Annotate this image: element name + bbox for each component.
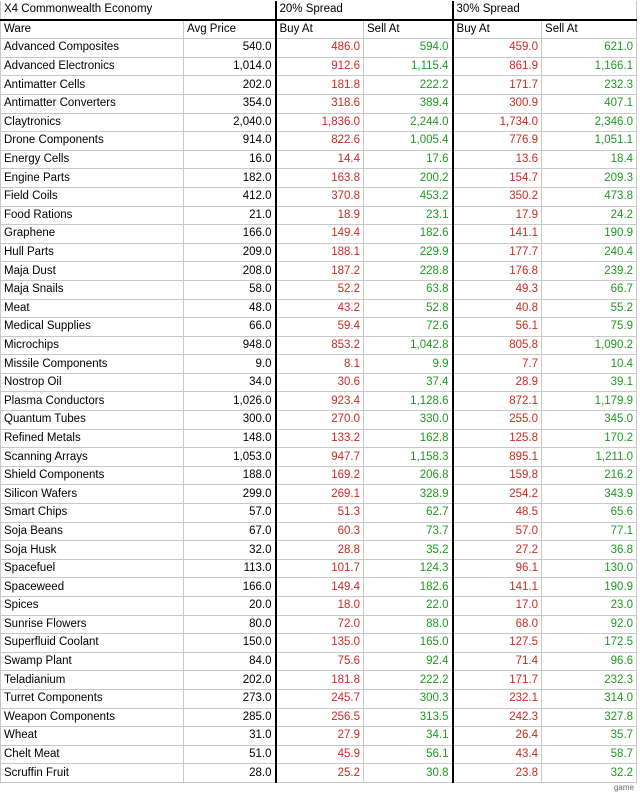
cell-sell-at-30: 75.9	[542, 318, 637, 337]
cell-sell-at-30: 1,179.9	[542, 392, 637, 411]
group-header-20-spread: 20% Spread	[276, 1, 453, 20]
cell-sell-at-30: 232.3	[542, 76, 637, 95]
cell-sell-at-20: 56.1	[364, 745, 453, 764]
cell-avg-price: 202.0	[184, 76, 276, 95]
cell-ware: Antimatter Cells	[1, 76, 184, 95]
table-row	[1, 39, 637, 58]
col-header-ware: Ware	[1, 20, 184, 39]
cell-sell-at-30: 1,090.2	[542, 336, 637, 355]
cell-sell-at-20: 1,158.3	[364, 448, 453, 467]
cell-avg-price: 21.0	[184, 206, 276, 225]
table-row	[1, 318, 637, 337]
cell-avg-price: 9.0	[184, 355, 276, 374]
cell-buy-at-20: 60.3	[276, 522, 364, 541]
cell-sell-at-30: 240.4	[542, 243, 637, 262]
cell-buy-at-20: 18.9	[276, 206, 364, 225]
cell-buy-at-30: 26.4	[453, 727, 542, 746]
cell-avg-price: 1,053.0	[184, 448, 276, 467]
cell-ware: Wheat	[1, 727, 184, 746]
cell-buy-at-20: 75.6	[276, 652, 364, 671]
cell-sell-at-20: 34.1	[364, 727, 453, 746]
cell-buy-at-30: 232.1	[453, 689, 542, 708]
table-row	[1, 280, 637, 299]
table-row	[1, 504, 637, 523]
cell-buy-at-20: 256.5	[276, 708, 364, 727]
table-row	[1, 113, 637, 132]
cell-buy-at-20: 28.8	[276, 541, 364, 560]
cell-sell-at-30: 1,051.1	[542, 132, 637, 151]
cell-ware: Weapon Components	[1, 708, 184, 727]
cell-avg-price: 208.0	[184, 262, 276, 281]
cell-buy-at-30: 159.8	[453, 466, 542, 485]
table-row	[1, 206, 637, 225]
cell-ware: Claytronics	[1, 113, 184, 132]
cell-sell-at-20: 30.8	[364, 764, 453, 783]
cell-buy-at-30: 48.5	[453, 504, 542, 523]
cell-buy-at-30: 177.7	[453, 243, 542, 262]
cell-buy-at-30: 127.5	[453, 634, 542, 653]
cell-ware: Quantum Tubes	[1, 411, 184, 430]
cell-buy-at-30: 17.9	[453, 206, 542, 225]
cell-buy-at-20: 149.4	[276, 225, 364, 244]
cell-ware: Spacefuel	[1, 559, 184, 578]
cell-ware: Medical Supplies	[1, 318, 184, 337]
cell-buy-at-20: 822.6	[276, 132, 364, 151]
cell-sell-at-20: 162.8	[364, 429, 453, 448]
table-row	[1, 299, 637, 318]
cell-avg-price: 209.0	[184, 243, 276, 262]
cell-avg-price: 34.0	[184, 373, 276, 392]
cell-ware: Scruffin Fruit	[1, 764, 184, 783]
cell-avg-price: 1,014.0	[184, 57, 276, 76]
table-row	[1, 392, 637, 411]
cell-sell-at-30: 10.4	[542, 355, 637, 374]
cell-ware: Graphene	[1, 225, 184, 244]
table-row	[1, 448, 637, 467]
cell-avg-price: 32.0	[184, 541, 276, 560]
cell-ware: Swamp Plant	[1, 652, 184, 671]
cell-ware: Silicon Wafers	[1, 485, 184, 504]
cell-avg-price: 80.0	[184, 615, 276, 634]
cell-buy-at-20: 25.2	[276, 764, 364, 783]
cell-ware: Meat	[1, 299, 184, 318]
cell-sell-at-20: 200.2	[364, 169, 453, 188]
cell-avg-price: 148.0	[184, 429, 276, 448]
cell-sell-at-30: 473.8	[542, 187, 637, 206]
cell-sell-at-20: 1,042.8	[364, 336, 453, 355]
cell-buy-at-30: 7.7	[453, 355, 542, 374]
cell-buy-at-30: 176.8	[453, 262, 542, 281]
table-row	[1, 522, 637, 541]
cell-buy-at-30: 28.9	[453, 373, 542, 392]
cell-avg-price: 48.0	[184, 299, 276, 318]
cell-sell-at-30: 1,211.0	[542, 448, 637, 467]
cell-sell-at-20: 182.6	[364, 578, 453, 597]
table-row	[1, 76, 637, 95]
cell-sell-at-30: 343.9	[542, 485, 637, 504]
cell-ware: Refined Metals	[1, 429, 184, 448]
cell-buy-at-20: 947.7	[276, 448, 364, 467]
cell-buy-at-20: 101.7	[276, 559, 364, 578]
cell-buy-at-30: 255.0	[453, 411, 542, 430]
cell-avg-price: 66.0	[184, 318, 276, 337]
table-row	[1, 411, 637, 430]
cell-buy-at-20: 51.3	[276, 504, 364, 523]
cell-ware: Advanced Composites	[1, 39, 184, 58]
cell-buy-at-30: 96.1	[453, 559, 542, 578]
table-row	[1, 150, 637, 169]
watermark: game	[613, 783, 634, 792]
table-row	[1, 57, 637, 76]
table-row	[1, 708, 637, 727]
cell-buy-at-30: 242.3	[453, 708, 542, 727]
cell-avg-price: 166.0	[184, 225, 276, 244]
table-row	[1, 485, 637, 504]
cell-buy-at-20: 912.6	[276, 57, 364, 76]
cell-buy-at-30: 40.8	[453, 299, 542, 318]
cell-ware: Maja Dust	[1, 262, 184, 281]
cell-buy-at-30: 17.0	[453, 597, 542, 616]
cell-sell-at-20: 228.8	[364, 262, 453, 281]
cell-sell-at-30: 66.7	[542, 280, 637, 299]
cell-buy-at-30: 68.0	[453, 615, 542, 634]
cell-sell-at-20: 92.4	[364, 652, 453, 671]
cell-ware: Superfluid Coolant	[1, 634, 184, 653]
title-row	[1, 1, 637, 20]
cell-avg-price: 412.0	[184, 187, 276, 206]
cell-sell-at-20: 165.0	[364, 634, 453, 653]
cell-buy-at-30: 171.7	[453, 76, 542, 95]
cell-sell-at-30: 170.2	[542, 429, 637, 448]
cell-sell-at-30: 96.6	[542, 652, 637, 671]
cell-sell-at-20: 328.9	[364, 485, 453, 504]
cell-sell-at-20: 1,115.4	[364, 57, 453, 76]
table-row	[1, 355, 637, 374]
table-row	[1, 187, 637, 206]
col-header-buy-at-20: Buy At	[276, 20, 364, 39]
table-row	[1, 373, 637, 392]
cell-avg-price: 285.0	[184, 708, 276, 727]
cell-ware: Field Coils	[1, 187, 184, 206]
cell-sell-at-30: 35.7	[542, 727, 637, 746]
cell-buy-at-30: 459.0	[453, 39, 542, 58]
cell-sell-at-20: 182.6	[364, 225, 453, 244]
table-row	[1, 727, 637, 746]
cell-buy-at-20: 1,836.0	[276, 113, 364, 132]
cell-avg-price: 16.0	[184, 150, 276, 169]
cell-sell-at-20: 62.7	[364, 504, 453, 523]
cell-ware: Soja Beans	[1, 522, 184, 541]
cell-avg-price: 113.0	[184, 559, 276, 578]
cell-sell-at-20: 222.2	[364, 671, 453, 690]
cell-sell-at-20: 124.3	[364, 559, 453, 578]
cell-buy-at-30: 895.1	[453, 448, 542, 467]
cell-buy-at-30: 57.0	[453, 522, 542, 541]
cell-buy-at-30: 43.4	[453, 745, 542, 764]
col-header-buy-at-30: Buy At	[453, 20, 542, 39]
cell-sell-at-30: 216.2	[542, 466, 637, 485]
cell-avg-price: 57.0	[184, 504, 276, 523]
cell-buy-at-20: 486.0	[276, 39, 364, 58]
table-row	[1, 559, 637, 578]
cell-ware: Sunrise Flowers	[1, 615, 184, 634]
cell-avg-price: 188.0	[184, 466, 276, 485]
table-row	[1, 336, 637, 355]
cell-buy-at-30: 300.9	[453, 94, 542, 113]
cell-buy-at-20: 43.2	[276, 299, 364, 318]
cell-sell-at-30: 621.0	[542, 39, 637, 58]
cell-buy-at-30: 23.8	[453, 764, 542, 783]
cell-ware: Soja Husk	[1, 541, 184, 560]
cell-sell-at-30: 2,346.0	[542, 113, 637, 132]
cell-buy-at-20: 169.2	[276, 466, 364, 485]
cell-avg-price: 58.0	[184, 280, 276, 299]
cell-sell-at-30: 32.2	[542, 764, 637, 783]
table-row	[1, 225, 637, 244]
table-row	[1, 615, 637, 634]
table-row	[1, 243, 637, 262]
cell-sell-at-20: 52.8	[364, 299, 453, 318]
cell-avg-price: 20.0	[184, 597, 276, 616]
cell-sell-at-30: 39.1	[542, 373, 637, 392]
cell-buy-at-20: 30.6	[276, 373, 364, 392]
cell-sell-at-30: 407.1	[542, 94, 637, 113]
cell-ware: Maja Snails	[1, 280, 184, 299]
cell-avg-price: 914.0	[184, 132, 276, 151]
cell-sell-at-20: 23.1	[364, 206, 453, 225]
cell-sell-at-30: 345.0	[542, 411, 637, 430]
cell-ware: Advanced Electronics	[1, 57, 184, 76]
cell-buy-at-20: 27.9	[276, 727, 364, 746]
cell-buy-at-30: 27.2	[453, 541, 542, 560]
cell-buy-at-20: 163.8	[276, 169, 364, 188]
cell-buy-at-30: 125.8	[453, 429, 542, 448]
cell-avg-price: 1,026.0	[184, 392, 276, 411]
table-row	[1, 169, 637, 188]
cell-sell-at-20: 2,244.0	[364, 113, 453, 132]
cell-avg-price: 202.0	[184, 671, 276, 690]
cell-ware: Energy Cells	[1, 150, 184, 169]
table-row	[1, 578, 637, 597]
cell-ware: Teladianium	[1, 671, 184, 690]
col-header-avg-price: Avg Price	[184, 20, 276, 39]
cell-avg-price: 28.0	[184, 764, 276, 783]
cell-sell-at-20: 63.8	[364, 280, 453, 299]
cell-sell-at-30: 232.3	[542, 671, 637, 690]
cell-buy-at-20: 8.1	[276, 355, 364, 374]
cell-buy-at-20: 187.2	[276, 262, 364, 281]
table-row	[1, 94, 637, 113]
cell-sell-at-30: 209.3	[542, 169, 637, 188]
cell-buy-at-20: 135.0	[276, 634, 364, 653]
cell-buy-at-20: 269.1	[276, 485, 364, 504]
table-row	[1, 262, 637, 281]
cell-sell-at-20: 37.4	[364, 373, 453, 392]
cell-buy-at-20: 45.9	[276, 745, 364, 764]
cell-buy-at-20: 14.4	[276, 150, 364, 169]
cell-sell-at-20: 330.0	[364, 411, 453, 430]
cell-buy-at-20: 853.2	[276, 336, 364, 355]
cell-sell-at-20: 35.2	[364, 541, 453, 560]
cell-sell-at-30: 24.2	[542, 206, 637, 225]
cell-sell-at-30: 172.5	[542, 634, 637, 653]
cell-buy-at-30: 71.4	[453, 652, 542, 671]
cell-ware: Turret Components	[1, 689, 184, 708]
cell-buy-at-30: 49.3	[453, 280, 542, 299]
cell-sell-at-20: 594.0	[364, 39, 453, 58]
col-header-sell-at-30: Sell At	[542, 20, 637, 39]
table-row	[1, 652, 637, 671]
cell-avg-price: 67.0	[184, 522, 276, 541]
cell-ware: Engine Parts	[1, 169, 184, 188]
cell-buy-at-30: 141.1	[453, 578, 542, 597]
cell-buy-at-20: 149.4	[276, 578, 364, 597]
cell-sell-at-30: 92.0	[542, 615, 637, 634]
cell-avg-price: 540.0	[184, 39, 276, 58]
cell-sell-at-20: 229.9	[364, 243, 453, 262]
cell-ware: Missile Components	[1, 355, 184, 374]
cell-buy-at-30: 872.1	[453, 392, 542, 411]
cell-ware: Shield Components	[1, 466, 184, 485]
cell-sell-at-20: 453.2	[364, 187, 453, 206]
cell-sell-at-20: 88.0	[364, 615, 453, 634]
cell-sell-at-30: 190.9	[542, 225, 637, 244]
cell-buy-at-30: 141.1	[453, 225, 542, 244]
cell-ware: Scanning Arrays	[1, 448, 184, 467]
cell-buy-at-30: 154.7	[453, 169, 542, 188]
cell-ware: Chelt Meat	[1, 745, 184, 764]
cell-buy-at-20: 923.4	[276, 392, 364, 411]
cell-sell-at-20: 300.3	[364, 689, 453, 708]
cell-sell-at-20: 313.5	[364, 708, 453, 727]
cell-sell-at-20: 389.4	[364, 94, 453, 113]
cell-buy-at-20: 181.8	[276, 76, 364, 95]
cell-sell-at-30: 18.4	[542, 150, 637, 169]
cell-sell-at-30: 239.2	[542, 262, 637, 281]
cell-buy-at-20: 72.0	[276, 615, 364, 634]
cell-buy-at-20: 188.1	[276, 243, 364, 262]
cell-ware: Food Rations	[1, 206, 184, 225]
cell-buy-at-30: 350.2	[453, 187, 542, 206]
sheet-title: X4 Commonwealth Economy	[1, 1, 276, 20]
table-row	[1, 132, 637, 151]
cell-sell-at-30: 190.9	[542, 578, 637, 597]
cell-sell-at-20: 73.7	[364, 522, 453, 541]
cell-buy-at-30: 171.7	[453, 671, 542, 690]
economy-table	[0, 1, 637, 783]
cell-buy-at-20: 18.0	[276, 597, 364, 616]
cell-buy-at-20: 245.7	[276, 689, 364, 708]
cell-sell-at-20: 222.2	[364, 76, 453, 95]
table-row	[1, 671, 637, 690]
cell-buy-at-20: 52.2	[276, 280, 364, 299]
cell-buy-at-30: 56.1	[453, 318, 542, 337]
table-row	[1, 429, 637, 448]
cell-buy-at-20: 270.0	[276, 411, 364, 430]
table-row	[1, 466, 637, 485]
cell-buy-at-30: 776.9	[453, 132, 542, 151]
cell-buy-at-20: 59.4	[276, 318, 364, 337]
cell-ware: Spices	[1, 597, 184, 616]
cell-avg-price: 150.0	[184, 634, 276, 653]
cell-avg-price: 948.0	[184, 336, 276, 355]
table-row	[1, 634, 637, 653]
cell-ware: Drone Components	[1, 132, 184, 151]
cell-buy-at-20: 133.2	[276, 429, 364, 448]
cell-avg-price: 84.0	[184, 652, 276, 671]
cell-sell-at-20: 17.6	[364, 150, 453, 169]
cell-sell-at-30: 58.7	[542, 745, 637, 764]
cell-ware: Nostrop Oil	[1, 373, 184, 392]
cell-buy-at-30: 254.2	[453, 485, 542, 504]
cell-sell-at-30: 314.0	[542, 689, 637, 708]
cell-buy-at-20: 181.8	[276, 671, 364, 690]
cell-sell-at-30: 55.2	[542, 299, 637, 318]
cell-ware: Antimatter Converters	[1, 94, 184, 113]
col-header-sell-at-20: Sell At	[364, 20, 453, 39]
group-header-30-spread: 30% Spread	[453, 1, 637, 20]
cell-buy-at-30: 805.8	[453, 336, 542, 355]
cell-sell-at-20: 22.0	[364, 597, 453, 616]
table-row	[1, 541, 637, 560]
cell-sell-at-20: 9.9	[364, 355, 453, 374]
cell-avg-price: 51.0	[184, 745, 276, 764]
cell-avg-price: 182.0	[184, 169, 276, 188]
cell-avg-price: 300.0	[184, 411, 276, 430]
column-header-row	[1, 20, 637, 39]
cell-sell-at-30: 130.0	[542, 559, 637, 578]
table-row	[1, 764, 637, 783]
cell-buy-at-20: 318.6	[276, 94, 364, 113]
cell-ware: Plasma Conductors	[1, 392, 184, 411]
cell-sell-at-30: 65.6	[542, 504, 637, 523]
cell-sell-at-20: 1,005.4	[364, 132, 453, 151]
cell-ware: Microchips	[1, 336, 184, 355]
cell-avg-price: 299.0	[184, 485, 276, 504]
cell-avg-price: 31.0	[184, 727, 276, 746]
cell-sell-at-30: 77.1	[542, 522, 637, 541]
cell-avg-price: 273.0	[184, 689, 276, 708]
cell-avg-price: 166.0	[184, 578, 276, 597]
cell-sell-at-20: 1,128.6	[364, 392, 453, 411]
cell-ware: Smart Chips	[1, 504, 184, 523]
cell-sell-at-30: 327.8	[542, 708, 637, 727]
table-row	[1, 745, 637, 764]
cell-buy-at-30: 13.6	[453, 150, 542, 169]
cell-sell-at-20: 206.8	[364, 466, 453, 485]
cell-buy-at-30: 861.9	[453, 57, 542, 76]
cell-ware: Hull Parts	[1, 243, 184, 262]
table-row	[1, 597, 637, 616]
cell-buy-at-20: 370.8	[276, 187, 364, 206]
cell-avg-price: 354.0	[184, 94, 276, 113]
cell-sell-at-30: 23.0	[542, 597, 637, 616]
cell-buy-at-30: 1,734.0	[453, 113, 542, 132]
cell-sell-at-30: 1,166.1	[542, 57, 637, 76]
cell-sell-at-30: 36.8	[542, 541, 637, 560]
table-row	[1, 689, 637, 708]
cell-avg-price: 2,040.0	[184, 113, 276, 132]
cell-sell-at-20: 72.6	[364, 318, 453, 337]
cell-ware: Spaceweed	[1, 578, 184, 597]
